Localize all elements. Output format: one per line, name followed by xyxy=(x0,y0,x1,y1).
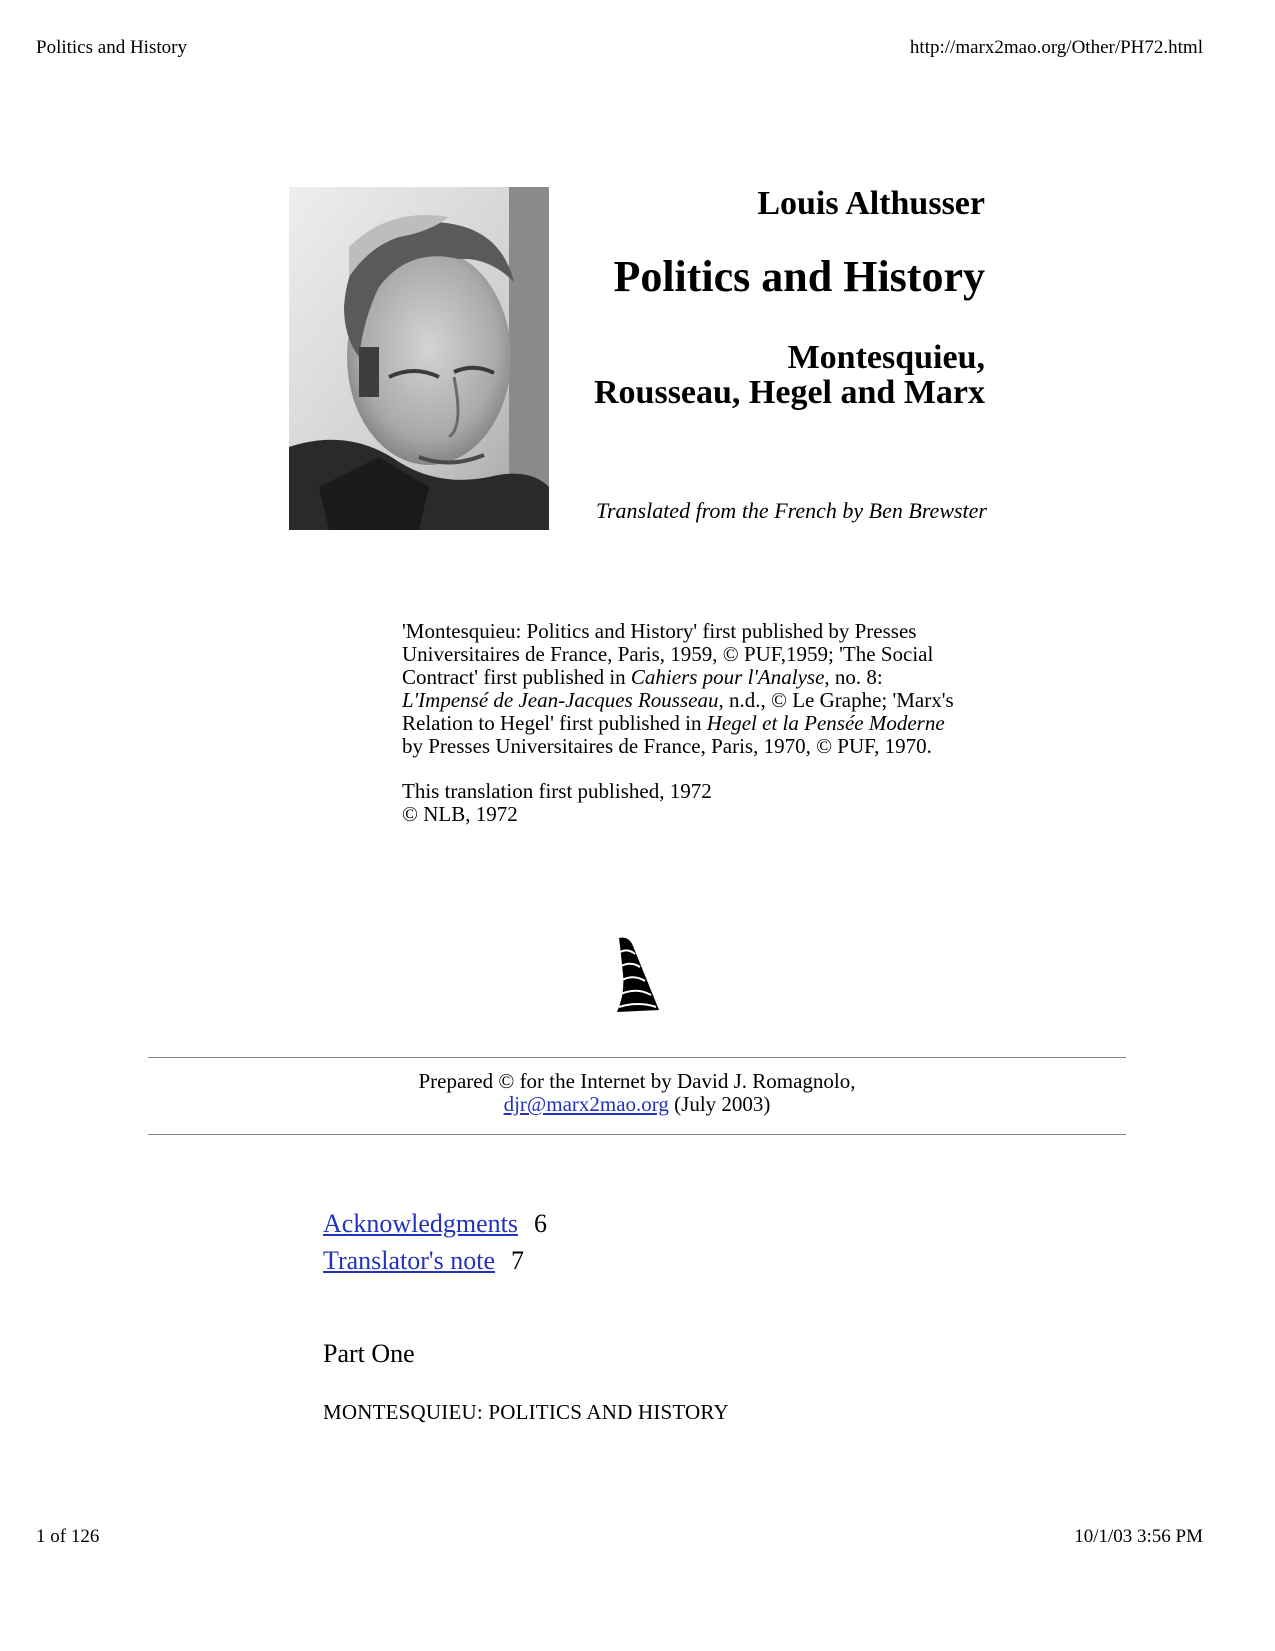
author-photo xyxy=(289,187,549,530)
prepared-contact xyxy=(148,1093,1126,1116)
header-page-title: Politics and History xyxy=(36,37,187,58)
toc-page-number: 6 xyxy=(533,1209,547,1238)
nlb-copyright: © NLB, 1972 xyxy=(402,802,518,826)
pub-text: 'Montesquieu: Politics and History' first published by Presses Universitaires de France, Paris, 1959, © PUF,1959; 'The Social Contract' first published in xyxy=(402,619,934,689)
prepared-by: Prepared © for the Internet by David J. Romagnolo, xyxy=(418,1069,856,1093)
prepared-date: (July 2003) xyxy=(668,1092,771,1116)
toc-link-acknowledgments[interactable]: Acknowledgments xyxy=(323,1209,518,1238)
translation-copyright xyxy=(402,780,962,826)
toc-page-number: 7 xyxy=(511,1246,524,1275)
translator-credit: Translated from the French by Ben Brewster xyxy=(595,498,987,523)
toc-link-translators-note[interactable]: Translator's note xyxy=(323,1246,495,1275)
translation-date: This translation first published, 1972 xyxy=(402,779,712,803)
publisher-logo-icon xyxy=(611,934,667,1019)
pub-journal-title: Cahiers pour l'Analyse xyxy=(630,665,825,689)
publication-info xyxy=(402,620,962,826)
subtitle-line-1: Montesquieu, xyxy=(787,339,985,376)
divider-bottom xyxy=(148,1134,1126,1135)
header-url: http://marx2mao.org/Other/PH72.html xyxy=(909,37,1203,58)
publication-history xyxy=(402,620,962,758)
pub-text: , n.d., © Le Graphe; 'Marx's Relation to Hegel' first published in xyxy=(402,688,954,735)
toc-item xyxy=(323,1209,547,1239)
book-subtitle xyxy=(594,340,985,410)
pub-text: by Presses Universitaires de France, Paris, 1970, © PUF, 1970. xyxy=(402,734,932,758)
pub-issue-title: L'Impensé de Jean-Jacques Rousseau xyxy=(402,688,719,712)
footer-timestamp: 10/1/03 3:56 PM xyxy=(1074,1526,1203,1547)
subtitle-line-2: Rousseau, Hegel and Marx xyxy=(594,374,985,411)
pub-text: , no. 8: xyxy=(824,665,883,689)
part-title: MONTESQUIEU: POLITICS AND HISTORY xyxy=(323,1400,729,1424)
book-title: Politics and History xyxy=(613,252,985,301)
part-label: Part One xyxy=(323,1339,415,1368)
title-block xyxy=(594,184,985,410)
preparation-credit xyxy=(148,1070,1126,1116)
toc-item xyxy=(323,1246,524,1276)
footer-page-count: 1 of 126 xyxy=(36,1526,100,1547)
divider-top xyxy=(148,1057,1126,1058)
email-link[interactable]: djr@marx2mao.org xyxy=(503,1092,669,1116)
author-name: Louis Althusser xyxy=(757,185,985,222)
pub-book-title: Hegel et la Pensée Moderne xyxy=(706,711,945,735)
